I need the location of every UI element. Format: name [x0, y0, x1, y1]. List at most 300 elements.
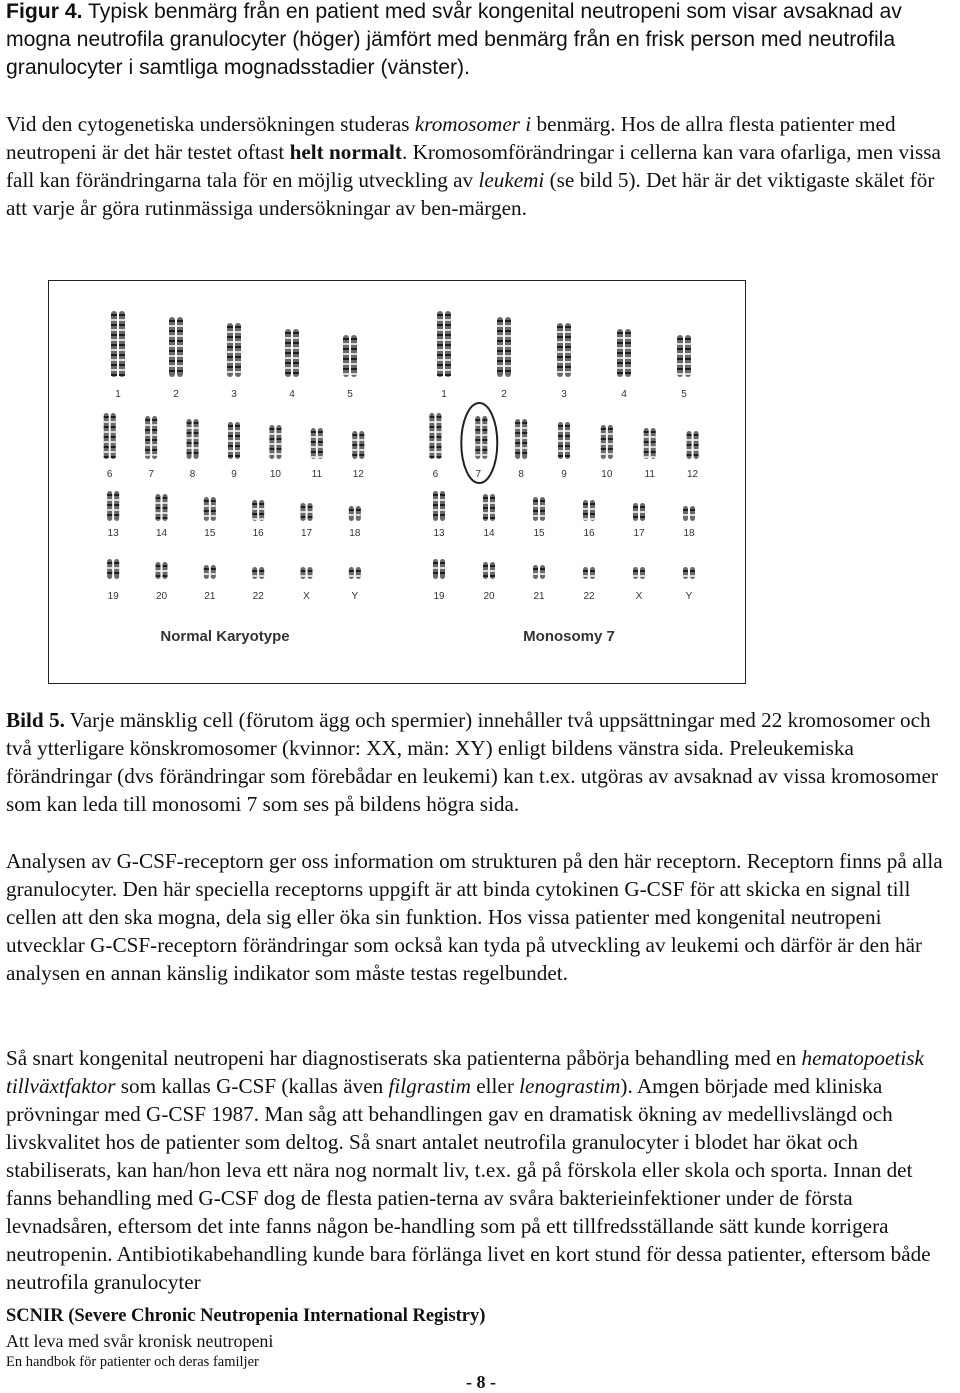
chromosome-band	[601, 438, 606, 440]
chromosome-band	[104, 451, 109, 453]
chromosome-band	[608, 453, 613, 455]
chromosome-band	[269, 428, 274, 430]
chromosome-band	[533, 510, 538, 512]
chromosome-band	[540, 510, 545, 512]
chromosome-band	[104, 416, 109, 418]
chromosome-band	[285, 347, 291, 349]
chromosome-number-label: Y	[351, 591, 359, 602]
monosomy-7-label: Monosomy 7	[523, 628, 615, 645]
chromosome-band	[276, 438, 281, 440]
chromatid	[533, 565, 538, 579]
chromosome-band	[558, 445, 563, 447]
chromosome-band	[565, 440, 570, 442]
chromosome	[633, 503, 645, 521]
chromosome-band	[482, 429, 487, 431]
chromosome-band	[163, 565, 168, 567]
chromosome-band	[440, 567, 445, 569]
chromosome-band	[445, 354, 451, 356]
chromosome-band	[625, 332, 631, 334]
chromosome-band	[156, 502, 161, 504]
chromosome-band	[445, 324, 451, 326]
chromosome-band	[540, 573, 545, 575]
chromosome-band	[590, 513, 595, 515]
chromosome-band	[558, 425, 563, 427]
chromosome	[169, 317, 183, 377]
chromosome-band	[433, 509, 438, 511]
chromosome-band	[429, 416, 434, 418]
chromosome-band	[429, 421, 434, 423]
chromosome-number-label: 16	[252, 528, 264, 539]
chromosome-band	[557, 331, 563, 333]
chromosome-number-label: 22	[252, 591, 264, 602]
chromosome-band	[590, 503, 595, 505]
chromosome-band	[152, 419, 157, 421]
normal-karyotype-label: Normal Karyotype	[160, 628, 290, 645]
chromosome-band	[293, 367, 299, 369]
chromosome-band	[687, 449, 692, 451]
chromosome-band	[351, 353, 357, 355]
chromosome-band	[343, 343, 349, 345]
chromosome-band	[228, 440, 233, 442]
chromosome-number-label: 7	[148, 469, 154, 480]
chromosome-band	[608, 448, 613, 450]
chromosome-band	[276, 453, 281, 455]
chromosome-band	[497, 365, 503, 367]
chromosome-band	[505, 355, 511, 357]
chromosome	[483, 562, 495, 579]
chromosome-band	[187, 447, 192, 449]
chromosome-number-label: 5	[681, 389, 687, 400]
chromosome-band	[343, 368, 349, 370]
chromatid	[475, 416, 480, 459]
chromosome-band	[677, 368, 683, 370]
chromosome-band	[437, 374, 443, 376]
chromosome-band	[475, 424, 480, 426]
chromosome-band	[445, 319, 451, 321]
chromosome-band	[445, 349, 451, 351]
chromosome-band	[156, 517, 161, 519]
chromosome-band	[169, 345, 175, 347]
chromosome-band	[111, 416, 116, 418]
chromosome-band	[497, 360, 503, 362]
chromosome-band	[194, 437, 199, 439]
chromosome-band	[505, 340, 511, 342]
chromosome-band	[685, 363, 691, 365]
chromosome-band	[633, 511, 638, 513]
chromosome-band	[235, 440, 240, 442]
chromosome-band	[522, 437, 527, 439]
chromosome-band	[437, 334, 443, 336]
chromosome	[311, 428, 323, 459]
chromosome	[156, 562, 168, 579]
chromosome-number-label: 3	[231, 389, 237, 400]
chromosome-band	[694, 439, 699, 441]
chromosome-band	[429, 446, 434, 448]
chromosome-band	[617, 367, 623, 369]
chromosome	[433, 559, 445, 579]
chromosome-band	[429, 441, 434, 443]
chromosome-band	[490, 507, 495, 509]
chromosome-band	[114, 499, 119, 501]
chromosome-band	[436, 426, 441, 428]
chromosome-band	[617, 352, 623, 354]
chromosome-band	[505, 360, 511, 362]
text-run: Vid den cytogenetiska undersökningen studeras	[6, 112, 415, 136]
chromosome-band	[285, 337, 291, 339]
chromosome-band	[351, 358, 357, 360]
chromosome-number-label: 7	[475, 469, 482, 480]
chromosome-band	[617, 362, 623, 364]
chromosome-band	[558, 455, 563, 457]
chromosome-band	[482, 434, 487, 436]
chromosome-band	[356, 575, 361, 577]
chromosome-number-label: 4	[289, 389, 295, 400]
chromosome-band	[540, 568, 545, 570]
chromosome-band	[557, 361, 563, 363]
chromosome	[252, 500, 264, 521]
chromosome-band	[436, 456, 441, 458]
chromosome-band	[104, 421, 109, 423]
chromosome-band	[608, 438, 613, 440]
chromosome-band	[311, 436, 316, 438]
chromosome-band	[558, 435, 563, 437]
chromosome-band	[475, 444, 480, 446]
chromosome-band	[104, 441, 109, 443]
chromosome-number-label: 6	[432, 469, 439, 480]
chromosome-band	[285, 342, 291, 344]
chromosome-band	[677, 348, 683, 350]
chromosome-band	[204, 505, 209, 507]
chromosome-band	[156, 512, 161, 514]
g-csf-receptor-paragraph: Analysen av G-CSF-receptorn ger oss information om strukturen på den här receptorn. Receptorn finns på alla granulocyter. Den här speciella receptorns uppgift är att binda cytokinen G-CSF för att skicka en signal till cellen att den ska mogna, dela sig eller öka sin funktion. Hos vissa patienter med kongenital neutropeni utvecklar G-CSF-receptorn förändringar som också kan tyda på utveckling av leukemi och därför är den här analysen en annan känslig indikator som måste testas regelbundet.	[6, 849, 943, 985]
chromosome-band	[204, 573, 209, 575]
chromosome-band	[111, 344, 117, 346]
chromosome-band	[685, 343, 691, 345]
bild-5-label: Bild 5.	[6, 708, 65, 732]
chromosome-band	[533, 573, 538, 575]
chromosome-number-label: 20	[155, 591, 168, 602]
chromosome-band	[601, 443, 606, 445]
chromosome-band	[429, 451, 434, 453]
chromosome	[269, 425, 281, 459]
chromosome-band	[276, 433, 281, 435]
chromosome-band	[285, 332, 291, 334]
chromosome-band	[644, 451, 649, 453]
chromosome-band	[228, 445, 233, 447]
chromosome-number-label: 12	[687, 469, 699, 480]
chromatid	[482, 416, 487, 459]
chromosome-band	[490, 497, 495, 499]
chromosome-band	[235, 455, 240, 457]
chromosome-number-label: 10	[601, 469, 613, 480]
chromosome-band	[293, 362, 299, 364]
chromosome	[156, 494, 168, 521]
chromosome	[683, 506, 695, 521]
chromosome-band	[311, 441, 316, 443]
chromosome-band	[440, 514, 445, 516]
chromosome	[644, 428, 656, 459]
chromosome-band	[114, 514, 119, 516]
emphasis-lenograstim: lenograstim	[519, 1074, 621, 1098]
chromosome-band	[169, 355, 175, 357]
chromosome-band	[490, 512, 495, 514]
chromosome-band	[683, 509, 688, 511]
chromosome-number-label: 2	[501, 389, 507, 400]
chromosome	[145, 416, 157, 459]
chromosome-band	[228, 455, 233, 457]
chromosome-band	[227, 366, 233, 368]
chromosome-band	[515, 437, 520, 439]
chromosome-band	[625, 337, 631, 339]
chromosome-band	[440, 494, 445, 496]
chromosome-band	[293, 347, 299, 349]
chromosome-band	[429, 456, 434, 458]
chromosome-band	[505, 330, 511, 332]
text-run: som kallas G-CSF (kallas även	[115, 1074, 389, 1098]
chromosome-band	[515, 427, 520, 429]
chromosome-band	[685, 348, 691, 350]
chromosome-band	[163, 575, 168, 577]
chromosome-band	[318, 446, 323, 448]
chromosome-band	[359, 449, 364, 451]
figure-4-text: Typisk benmärg från en patient med svår kongenital neutropeni som visar avsaknad av mogna neutrofila granulocyter (höger) jämfört med benmärg från en frisk person med neutrofila granulocyter i samtliga mognadsstadier (vänster).	[6, 0, 902, 79]
chromosome-band	[683, 570, 688, 572]
chromosome-band	[119, 349, 125, 351]
chromosome	[515, 419, 527, 459]
chromosome	[483, 494, 495, 521]
chromosome-band	[107, 509, 112, 511]
chromosome	[107, 491, 119, 521]
chromosome-band	[429, 426, 434, 428]
chromosome-band	[187, 432, 192, 434]
chromosome-band	[111, 329, 117, 331]
chromatid	[343, 335, 349, 377]
chromatid	[259, 567, 264, 579]
chromosome-band	[285, 352, 291, 354]
chromosome-band	[565, 425, 570, 427]
chromosome	[601, 425, 613, 459]
chromosome-band	[269, 438, 274, 440]
chromosome-band	[533, 500, 538, 502]
chromosome-band	[633, 516, 638, 518]
chromosome-band	[111, 431, 116, 433]
chromosome-band	[436, 421, 441, 423]
figure-4-caption	[6, 0, 956, 82]
chromosome-band	[343, 358, 349, 360]
chromosome-band	[228, 435, 233, 437]
chromosome-band	[651, 441, 656, 443]
chromatid	[351, 335, 357, 377]
chromatid	[356, 567, 361, 579]
chromosome-band	[565, 430, 570, 432]
chromosome-band	[445, 339, 451, 341]
chromosome-band	[107, 572, 112, 574]
chromosome-band	[558, 430, 563, 432]
chromosome-band	[114, 562, 119, 564]
chromosome-band	[111, 319, 117, 321]
chromosome-band	[356, 509, 361, 511]
chromosome-band	[497, 355, 503, 357]
chromosome-band	[107, 514, 112, 516]
chromosome-band	[156, 575, 161, 577]
chromosome	[633, 567, 645, 579]
chromosome-band	[111, 359, 117, 361]
chromosome-band	[227, 371, 233, 373]
chromosome-band	[252, 508, 257, 510]
chromosome-band	[497, 325, 503, 327]
chromosome-band	[235, 366, 241, 368]
chromosome-band	[204, 515, 209, 517]
chromosome-band	[227, 331, 233, 333]
chromosome-band	[259, 570, 264, 572]
chromosome-band	[608, 443, 613, 445]
chromosome-band	[437, 369, 443, 371]
chromosome-band	[445, 329, 451, 331]
chromosome-band	[694, 434, 699, 436]
chromosome-number-label: 13	[107, 528, 119, 539]
chromosome-band	[145, 434, 150, 436]
chromosome-band	[301, 516, 306, 518]
chromosome-band	[259, 503, 264, 505]
chromosome-band	[352, 449, 357, 451]
chromosome-band	[437, 339, 443, 341]
chromatid	[152, 416, 157, 459]
chromosome-band	[111, 421, 116, 423]
chromosome-band	[515, 447, 520, 449]
karyotype-figure	[48, 280, 746, 684]
chromosome-number-label: 16	[583, 528, 595, 539]
chromosome-band	[318, 456, 323, 458]
chromosome-band	[293, 332, 299, 334]
chromosome	[533, 565, 545, 579]
chromosome-band	[601, 448, 606, 450]
chromosome-band	[565, 366, 571, 368]
chromosome	[557, 323, 571, 377]
chromosome-band	[685, 338, 691, 340]
chromosome-band	[565, 361, 571, 363]
chromosome-band	[104, 426, 109, 428]
chromosome-band	[497, 320, 503, 322]
chromosome-band	[111, 349, 117, 351]
chromosome-band	[625, 362, 631, 364]
chromatid	[349, 506, 354, 521]
chromosome-band	[111, 339, 117, 341]
chromatid	[145, 416, 150, 459]
chromosome-band	[152, 439, 157, 441]
chromatid	[683, 506, 688, 521]
chromosome-band	[308, 511, 313, 513]
chromosome-band	[119, 359, 125, 361]
chromosome-band	[187, 422, 192, 424]
chromosome-band	[177, 340, 183, 342]
chromosome-band	[436, 431, 441, 433]
emphasis-chromosomes: kromosomer i	[414, 112, 532, 136]
chromosome	[111, 311, 125, 377]
chromosome-band	[497, 345, 503, 347]
chromosome-band	[107, 562, 112, 564]
chromosome-band	[235, 346, 241, 348]
chromosome-number-label: 21	[533, 591, 545, 602]
chromosome-number-label: 8	[189, 469, 196, 480]
chromosome-number-label: X	[303, 591, 310, 602]
chromosome-band	[145, 424, 150, 426]
chromosome-band	[557, 356, 563, 358]
chromosome-band	[343, 348, 349, 350]
chromosome-band	[505, 325, 511, 327]
chromosome-band	[583, 508, 588, 510]
chromosome-band	[169, 370, 175, 372]
chromosome-band	[163, 512, 168, 514]
chromosome-number-label: 19	[107, 591, 119, 602]
chromosome-band	[194, 442, 199, 444]
chromosome-band	[533, 568, 538, 570]
chromosome-band	[644, 456, 649, 458]
chromosome-band	[497, 370, 503, 372]
chromosome-band	[685, 358, 691, 360]
chromosome-band	[211, 568, 216, 570]
chromosome-band	[694, 454, 699, 456]
chromosome-band	[490, 565, 495, 567]
chromosome-number-label: 14	[155, 528, 168, 539]
chromosome-band	[269, 443, 274, 445]
chromosome-band	[318, 436, 323, 438]
chromosome-band	[475, 439, 480, 441]
chromosome-band	[433, 514, 438, 516]
chromosome-number-label: 9	[561, 469, 567, 480]
chromosome-band	[351, 338, 357, 340]
chromatid	[356, 506, 361, 521]
chromosome-band	[111, 446, 116, 448]
chromosome-band	[169, 325, 175, 327]
chromosome-band	[565, 371, 571, 373]
chromosome-band	[145, 439, 150, 441]
chromosome-band	[259, 513, 264, 515]
chromosome-band	[436, 436, 441, 438]
chromosome-band	[259, 508, 264, 510]
chromosome-band	[505, 370, 511, 372]
chromosome-band	[677, 358, 683, 360]
chromosome-band	[440, 509, 445, 511]
chromosome-band	[177, 320, 183, 322]
chromosome-band	[475, 419, 480, 421]
chromosome-band	[252, 570, 257, 572]
chromosome-band	[356, 570, 361, 572]
chromosome-band	[211, 500, 216, 502]
chromosome-band	[114, 494, 119, 496]
chromosome-band	[177, 345, 183, 347]
chromosome-band	[107, 494, 112, 496]
chromosome-band	[169, 330, 175, 332]
chromosome-band	[601, 433, 606, 435]
chromosome-band	[114, 509, 119, 511]
chromosome-band	[111, 374, 117, 376]
chromosome-number-label: 15	[204, 528, 216, 539]
chromosome-band	[482, 439, 487, 441]
chromosome-band	[687, 454, 692, 456]
chromosome-band	[694, 444, 699, 446]
chromosome-band	[308, 516, 313, 518]
chromosome-band	[194, 422, 199, 424]
chromosome-band	[104, 456, 109, 458]
chromosome-band	[211, 505, 216, 507]
chromosome-band	[293, 372, 299, 374]
chromosome-band	[644, 431, 649, 433]
chromosome-band	[625, 367, 631, 369]
chromatid	[204, 565, 209, 579]
chromosome	[107, 559, 119, 579]
chromosome-band	[690, 514, 695, 516]
chromosome-band	[490, 502, 495, 504]
